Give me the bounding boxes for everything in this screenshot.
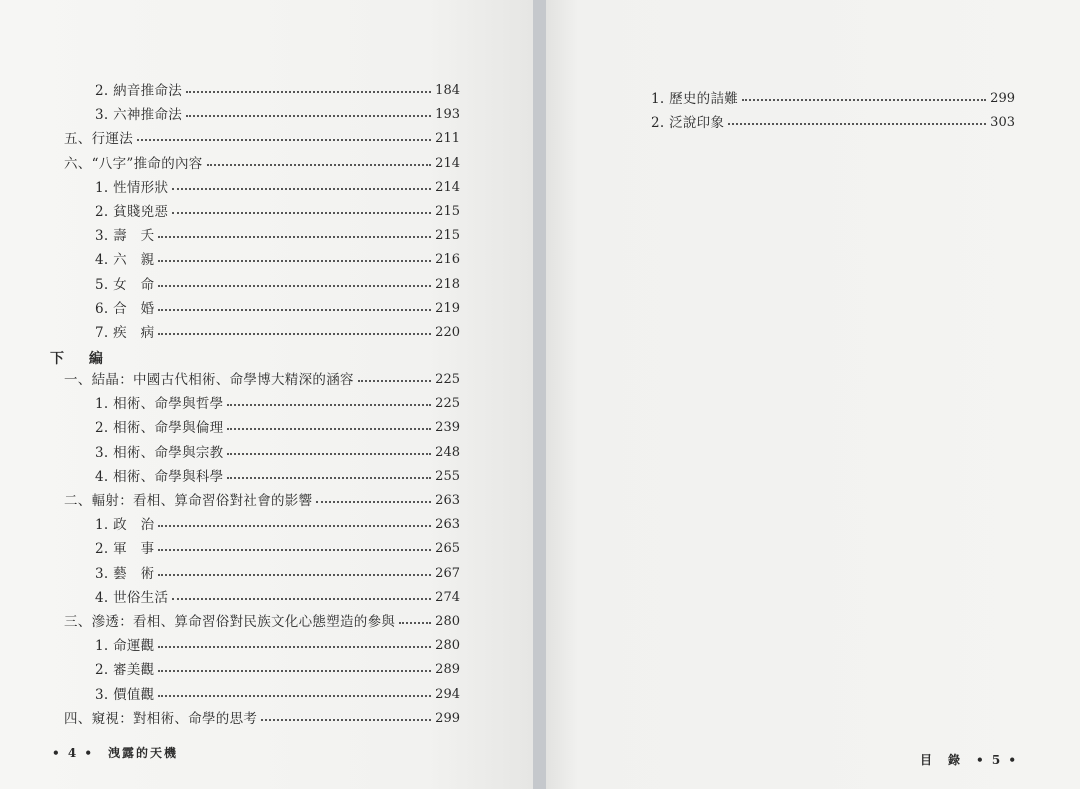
dot-leader <box>227 477 431 479</box>
toc-entry-title: 3. 壽 夭 <box>95 228 155 245</box>
toc-entry-page: 299 <box>990 91 1015 106</box>
dot-leader <box>137 139 431 141</box>
dot-leader <box>399 622 431 624</box>
toc-entry-page: 225 <box>435 372 460 387</box>
toc-entry-page: 211 <box>435 131 460 147</box>
toc-entry-page: 215 <box>435 228 460 244</box>
dot-leader <box>172 212 431 214</box>
toc-entry-title: 3. 價值觀 <box>95 686 155 703</box>
toc-entry-title: 3. 相術、命學與宗教 <box>95 444 224 461</box>
toc-entry <box>95 80 460 102</box>
toc-entry <box>651 88 1015 110</box>
toc-entry-page: 274 <box>435 589 460 605</box>
toc-entry <box>95 249 460 271</box>
toc-entry-page: 265 <box>435 541 460 557</box>
toc-entry-page: 263 <box>435 517 460 533</box>
toc-entry <box>95 177 460 199</box>
toc-entry <box>95 538 460 560</box>
toc-entry <box>95 201 460 223</box>
toc-entry-page: 218 <box>435 276 460 292</box>
toc-entry <box>95 587 460 609</box>
right-footer: 目 錄 • 5 • <box>920 753 1019 767</box>
dot-leader <box>261 719 431 721</box>
toc-entry-title: 2. 審美觀 <box>95 662 155 679</box>
toc-entry-title: 1. 性情形狀 <box>95 179 169 196</box>
toc-entry <box>64 611 460 633</box>
toc-entry-title: 2. 貧賤兇惡 <box>95 204 169 220</box>
toc-entry-title: 五、行運法 <box>64 131 133 148</box>
toc-entry <box>95 466 460 488</box>
toc-entry <box>64 128 460 150</box>
toc-entry-page: 280 <box>435 614 460 629</box>
toc-entry-page: 214 <box>435 155 460 171</box>
toc-entry-page: 214 <box>435 179 460 195</box>
toc-entry <box>95 563 460 585</box>
toc-entry-title: 二、輻射：看相、算命習俗對社會的影響 <box>64 493 313 509</box>
dot-leader <box>172 598 431 600</box>
toc-entry-title: 2. 納音推命法 <box>95 83 183 99</box>
dot-leader <box>728 123 986 125</box>
toc-entry-page: 248 <box>435 444 460 460</box>
dot-leader <box>742 99 986 101</box>
dot-leader <box>158 646 431 648</box>
toc-entry <box>95 635 460 657</box>
dot-leader <box>227 428 431 430</box>
toc-entry <box>95 684 460 706</box>
dot-leader <box>158 236 431 238</box>
right-page <box>546 0 1080 789</box>
toc-entry-title: 4. 世俗生活 <box>95 589 169 606</box>
toc-entry-title: 2. 軍 事 <box>95 541 155 558</box>
toc-entry-page: 255 <box>435 468 460 484</box>
dot-leader <box>158 695 431 697</box>
toc-entry-page: 220 <box>435 325 460 340</box>
toc-entry-page: 184 <box>435 83 460 98</box>
dot-leader <box>158 574 431 576</box>
toc-entry <box>64 708 460 730</box>
section-title: 下 編 <box>50 351 113 367</box>
left-footer: • 4 • 洩露的天機 <box>52 746 179 760</box>
toc-entry-page: 263 <box>435 493 460 508</box>
toc-entry-page: 303 <box>990 115 1015 131</box>
toc-entry <box>95 322 460 344</box>
toc-entry <box>95 274 460 296</box>
toc-entry-page: 267 <box>435 565 460 581</box>
dot-leader <box>358 380 431 382</box>
left-page <box>0 0 533 789</box>
toc-entry-title: 1. 命運觀 <box>95 638 155 655</box>
dot-leader <box>158 670 431 672</box>
toc-entry <box>95 442 460 464</box>
dot-leader <box>227 453 431 455</box>
toc-entry-title: 三、滲透：看相、算命習俗對民族文化心態塑造的參與 <box>64 614 396 630</box>
toc-entry-title: 1. 相術、命學與哲學 <box>95 396 224 413</box>
toc-entry <box>64 153 460 175</box>
toc-entry-page: 225 <box>435 396 460 412</box>
toc-entry-title: 2. 相術、命學與倫理 <box>95 420 224 437</box>
toc-entry-title: 5. 女 命 <box>95 276 155 293</box>
toc-entry <box>95 417 460 439</box>
toc-entry-page: 289 <box>435 662 460 678</box>
toc-entry-page: 193 <box>435 107 460 123</box>
dot-leader <box>158 549 431 551</box>
dot-leader <box>158 260 431 262</box>
toc-entry-page: 219 <box>435 300 460 316</box>
toc-entry-title: 3. 藝 術 <box>95 565 155 582</box>
toc-entry-title: 4. 相術、命學與科學 <box>95 468 224 485</box>
toc-entry-title: 一、結晶：中國古代相術、命學博大精深的涵容 <box>64 372 354 388</box>
toc-entry <box>95 659 460 681</box>
dot-leader <box>186 91 431 93</box>
toc-entry <box>95 514 460 536</box>
toc-entry <box>95 104 460 126</box>
book-gutter <box>533 0 546 789</box>
toc-entry-page: 239 <box>435 420 460 436</box>
toc-entry <box>64 369 460 391</box>
dot-leader <box>158 285 431 287</box>
toc-entry <box>95 225 460 247</box>
toc-entry-title: 六、“八字”推命的內容 <box>64 155 203 172</box>
toc-entry-title: 4. 六 親 <box>95 252 155 269</box>
toc-entry-title: 7. 疾 病 <box>95 325 155 341</box>
toc-entry <box>64 490 460 512</box>
toc-entry-title: 3. 六神推命法 <box>95 107 183 124</box>
toc-entry <box>95 393 460 415</box>
toc-entry-title: 1. 歷史的詰難 <box>651 91 739 107</box>
dot-leader <box>158 309 431 311</box>
dot-leader <box>158 333 431 335</box>
dot-leader <box>172 188 431 190</box>
toc-entry-page: 215 <box>435 204 460 219</box>
toc-entry-title: 1. 政 治 <box>95 517 155 534</box>
toc-entry-title: 四、窺視：對相術、命學的思考 <box>64 710 258 727</box>
toc-entry-page: 216 <box>435 252 460 268</box>
toc-entry <box>651 112 1015 134</box>
dot-leader <box>207 164 431 166</box>
dot-leader <box>158 525 431 527</box>
toc-entry-page: 299 <box>435 710 460 726</box>
dot-leader <box>316 501 431 503</box>
toc-entry-page: 280 <box>435 638 460 654</box>
toc-entry-title: 6. 合 婚 <box>95 300 155 317</box>
toc-entry-title: 2. 泛說印象 <box>651 115 725 132</box>
toc-entry-page: 294 <box>435 686 460 702</box>
dot-leader <box>186 115 431 117</box>
toc-entry <box>95 298 460 320</box>
dot-leader <box>227 404 431 406</box>
